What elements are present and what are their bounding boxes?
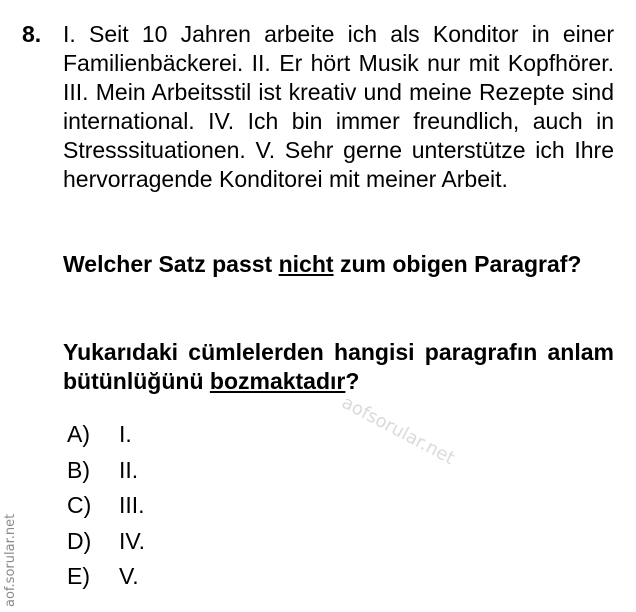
question-number: 8. [22,21,42,47]
question-prompt-german [63,250,614,279]
prompt-turkish-before: Yukarıdaki cümlelerden hangisi paragrafın anlam bütünlüğünü [63,339,614,394]
option-e-letter: E) [67,563,90,589]
prompt-german-emphasis: nicht [278,251,334,277]
option-a[interactable] [67,417,145,453]
watermark-side: aof.sorular.net [3,513,18,607]
option-b-text: II. [119,456,139,483]
prompt-turkish-emphasis: bozmaktadır [209,368,346,394]
question-passage: I. Seit 10 Jahren arbeite ich als Konditor in einer Familienbäckerei. II. Er hört Musik nur mit Kopfhörer. III. Mein Arbeitsstil ist kreativ und meine Rezepte sind international. IV. Ich bin immer freundlich, auch in Stresssituationen. V. Sehr gerne unterstütze ich Ihre hervorragende Konditorei mit meiner Arbeit. [63,21,614,192]
option-e[interactable] [67,559,145,595]
option-d[interactable] [67,524,145,560]
watermark-diagonal: aofsorular.net [338,392,459,470]
question-prompt-turkish [63,338,614,396]
option-c-text: III. [119,492,145,518]
option-c[interactable] [67,488,145,524]
option-a-text: I. [119,421,132,447]
option-e-text: V. [119,563,139,589]
option-a-letter: A) [67,421,90,447]
option-b-letter: B) [67,456,90,483]
option-c-letter: C) [67,492,92,518]
answer-options [67,417,145,595]
prompt-german-after: zum obigen Paragraf? [333,251,582,277]
option-b[interactable] [67,453,145,489]
prompt-german-before: Welcher Satz passt [63,251,279,277]
prompt-turkish-after: ? [345,368,360,394]
option-d-letter: D) [67,527,92,554]
option-d-text: IV. [119,527,146,554]
